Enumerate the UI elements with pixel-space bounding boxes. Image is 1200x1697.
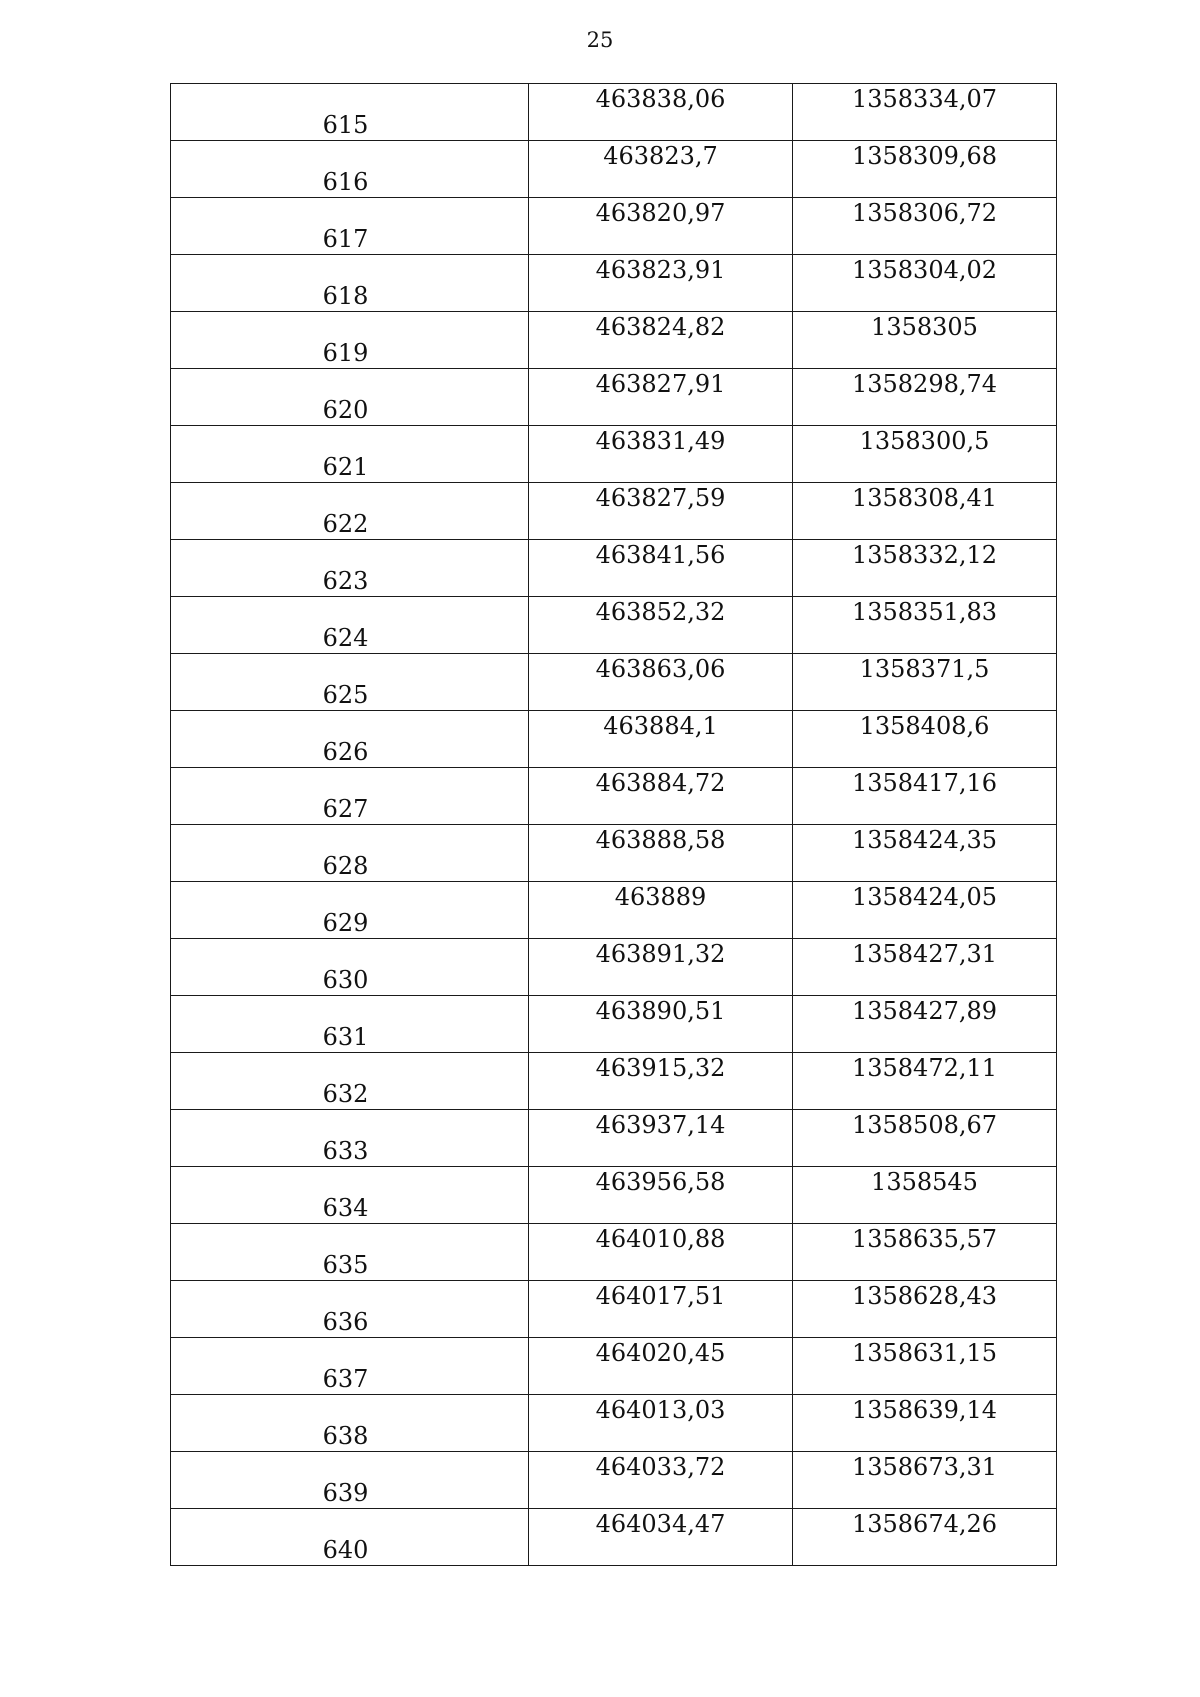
point-number: 627 bbox=[322, 795, 369, 823]
point-number: 639 bbox=[322, 1479, 369, 1507]
y-coordinate-cell bbox=[793, 426, 1057, 483]
point-number-cell bbox=[171, 939, 529, 996]
x-coordinate: 463863,06 bbox=[595, 655, 726, 683]
table-row bbox=[171, 1281, 1057, 1338]
point-number-cell bbox=[171, 84, 529, 141]
y-coordinate-cell bbox=[793, 1053, 1057, 1110]
y-coordinate: 1358308,41 bbox=[851, 484, 998, 512]
point-number: 616 bbox=[322, 168, 369, 196]
coordinates-table bbox=[170, 83, 1057, 1566]
y-coordinate: 1358309,68 bbox=[851, 142, 998, 170]
point-number-cell bbox=[171, 597, 529, 654]
point-number-cell bbox=[171, 1053, 529, 1110]
point-number-cell bbox=[171, 711, 529, 768]
x-coordinate-cell bbox=[529, 939, 793, 996]
table-row bbox=[171, 1452, 1057, 1509]
point-number: 632 bbox=[322, 1080, 369, 1108]
x-coordinate-cell bbox=[529, 426, 793, 483]
y-coordinate: 1358635,57 bbox=[851, 1225, 998, 1253]
table-row bbox=[171, 768, 1057, 825]
point-number: 619 bbox=[322, 339, 369, 367]
x-coordinate-cell bbox=[529, 141, 793, 198]
point-number: 620 bbox=[322, 396, 369, 424]
table-row bbox=[171, 1053, 1057, 1110]
y-coordinate-cell bbox=[793, 882, 1057, 939]
x-coordinate-cell bbox=[529, 597, 793, 654]
table-row bbox=[171, 84, 1057, 141]
x-coordinate: 463890,51 bbox=[595, 997, 726, 1025]
point-number: 635 bbox=[322, 1251, 369, 1279]
y-coordinate: 1358631,15 bbox=[851, 1339, 998, 1367]
y-coordinate: 1358628,43 bbox=[851, 1282, 998, 1310]
table-row bbox=[171, 882, 1057, 939]
table-row bbox=[171, 597, 1057, 654]
point-number: 640 bbox=[322, 1536, 369, 1564]
point-number: 634 bbox=[322, 1194, 369, 1222]
x-coordinate-cell bbox=[529, 1509, 793, 1566]
point-number-cell bbox=[171, 1452, 529, 1509]
x-coordinate: 463823,91 bbox=[595, 256, 726, 284]
x-coordinate: 464034,47 bbox=[595, 1510, 726, 1538]
y-coordinate: 1358334,07 bbox=[851, 85, 998, 113]
table-row bbox=[171, 825, 1057, 882]
x-coordinate: 463827,91 bbox=[595, 370, 726, 398]
y-coordinate-cell bbox=[793, 939, 1057, 996]
y-coordinate: 1358508,67 bbox=[851, 1111, 998, 1139]
x-coordinate-cell bbox=[529, 198, 793, 255]
point-number: 633 bbox=[322, 1137, 369, 1165]
x-coordinate: 464010,88 bbox=[595, 1225, 726, 1253]
x-coordinate: 463888,58 bbox=[595, 826, 726, 854]
y-coordinate: 1358673,31 bbox=[851, 1453, 998, 1481]
table-row bbox=[171, 312, 1057, 369]
x-coordinate-cell bbox=[529, 882, 793, 939]
y-coordinate: 1358305 bbox=[871, 313, 978, 341]
x-coordinate: 463915,32 bbox=[595, 1054, 726, 1082]
y-coordinate-cell bbox=[793, 1509, 1057, 1566]
x-coordinate: 463891,32 bbox=[595, 940, 726, 968]
x-coordinate-cell bbox=[529, 996, 793, 1053]
y-coordinate: 1358371,5 bbox=[859, 655, 990, 683]
y-coordinate: 1358351,83 bbox=[851, 598, 998, 626]
point-number: 621 bbox=[322, 453, 369, 481]
table-row bbox=[171, 1224, 1057, 1281]
y-coordinate: 1358300,5 bbox=[859, 427, 990, 455]
point-number-cell bbox=[171, 426, 529, 483]
y-coordinate: 1358306,72 bbox=[851, 199, 998, 227]
x-coordinate: 463827,59 bbox=[595, 484, 726, 512]
table-row bbox=[171, 996, 1057, 1053]
x-coordinate: 463823,7 bbox=[603, 142, 718, 170]
x-coordinate-cell bbox=[529, 711, 793, 768]
point-number: 638 bbox=[322, 1422, 369, 1450]
x-coordinate: 463956,58 bbox=[595, 1168, 726, 1196]
y-coordinate-cell bbox=[793, 255, 1057, 312]
y-coordinate-cell bbox=[793, 540, 1057, 597]
x-coordinate-cell bbox=[529, 1167, 793, 1224]
point-number: 624 bbox=[322, 624, 369, 652]
table-row bbox=[171, 1167, 1057, 1224]
point-number: 625 bbox=[322, 681, 369, 709]
y-coordinate-cell bbox=[793, 1224, 1057, 1281]
x-coordinate: 463824,82 bbox=[595, 313, 726, 341]
table-row bbox=[171, 1110, 1057, 1167]
point-number-cell bbox=[171, 996, 529, 1053]
point-number-cell bbox=[171, 540, 529, 597]
x-coordinate: 463838,06 bbox=[595, 85, 726, 113]
y-coordinate: 1358298,74 bbox=[851, 370, 998, 398]
coordinates-table-body bbox=[171, 84, 1057, 1566]
point-number: 637 bbox=[322, 1365, 369, 1393]
table-row bbox=[171, 939, 1057, 996]
y-coordinate-cell bbox=[793, 1452, 1057, 1509]
x-coordinate: 463937,14 bbox=[595, 1111, 726, 1139]
table-row bbox=[171, 1395, 1057, 1452]
y-coordinate: 1358408,6 bbox=[859, 712, 990, 740]
x-coordinate-cell bbox=[529, 1110, 793, 1167]
table-row bbox=[171, 1509, 1057, 1566]
point-number-cell bbox=[171, 654, 529, 711]
page-number: 25 bbox=[586, 28, 614, 52]
x-coordinate: 463852,32 bbox=[595, 598, 726, 626]
x-coordinate-cell bbox=[529, 1281, 793, 1338]
x-coordinate: 463831,49 bbox=[595, 427, 726, 455]
x-coordinate-cell bbox=[529, 84, 793, 141]
point-number-cell bbox=[171, 768, 529, 825]
x-coordinate-cell bbox=[529, 540, 793, 597]
point-number-cell bbox=[171, 369, 529, 426]
y-coordinate: 1358639,14 bbox=[851, 1396, 998, 1424]
point-number-cell bbox=[171, 1281, 529, 1338]
point-number: 630 bbox=[322, 966, 369, 994]
x-coordinate-cell bbox=[529, 654, 793, 711]
point-number-cell bbox=[171, 1167, 529, 1224]
y-coordinate: 1358545 bbox=[871, 1168, 978, 1196]
y-coordinate-cell bbox=[793, 1281, 1057, 1338]
point-number: 618 bbox=[322, 282, 369, 310]
y-coordinate: 1358424,05 bbox=[851, 883, 998, 911]
table-row bbox=[171, 711, 1057, 768]
table-row bbox=[171, 141, 1057, 198]
point-number: 623 bbox=[322, 567, 369, 595]
point-number: 629 bbox=[322, 909, 369, 937]
y-coordinate: 1358424,35 bbox=[851, 826, 998, 854]
table-row bbox=[171, 540, 1057, 597]
table-row bbox=[171, 483, 1057, 540]
x-coordinate-cell bbox=[529, 1395, 793, 1452]
x-coordinate: 463884,72 bbox=[595, 769, 726, 797]
table-row bbox=[171, 369, 1057, 426]
y-coordinate: 1358332,12 bbox=[851, 541, 998, 569]
point-number-cell bbox=[171, 141, 529, 198]
point-number-cell bbox=[171, 312, 529, 369]
point-number-cell bbox=[171, 825, 529, 882]
table-row bbox=[171, 654, 1057, 711]
y-coordinate: 1358417,16 bbox=[851, 769, 998, 797]
point-number-cell bbox=[171, 1338, 529, 1395]
y-coordinate: 1358427,31 bbox=[851, 940, 998, 968]
x-coordinate-cell bbox=[529, 1338, 793, 1395]
y-coordinate-cell bbox=[793, 597, 1057, 654]
y-coordinate-cell bbox=[793, 141, 1057, 198]
y-coordinate: 1358304,02 bbox=[851, 256, 998, 284]
y-coordinate-cell bbox=[793, 768, 1057, 825]
y-coordinate-cell bbox=[793, 1395, 1057, 1452]
x-coordinate: 463820,97 bbox=[595, 199, 726, 227]
point-number: 631 bbox=[322, 1023, 369, 1051]
x-coordinate-cell bbox=[529, 483, 793, 540]
x-coordinate-cell bbox=[529, 369, 793, 426]
point-number: 622 bbox=[322, 510, 369, 538]
point-number-cell bbox=[171, 255, 529, 312]
y-coordinate-cell bbox=[793, 654, 1057, 711]
y-coordinate: 1358472,11 bbox=[851, 1054, 998, 1082]
y-coordinate-cell bbox=[793, 198, 1057, 255]
y-coordinate-cell bbox=[793, 996, 1057, 1053]
y-coordinate-cell bbox=[793, 1338, 1057, 1395]
x-coordinate: 463884,1 bbox=[603, 712, 718, 740]
point-number: 615 bbox=[322, 111, 369, 139]
y-coordinate-cell bbox=[793, 369, 1057, 426]
point-number-cell bbox=[171, 1224, 529, 1281]
y-coordinate-cell bbox=[793, 84, 1057, 141]
table-row bbox=[171, 255, 1057, 312]
table-row bbox=[171, 426, 1057, 483]
point-number-cell bbox=[171, 198, 529, 255]
x-coordinate: 463889 bbox=[614, 883, 707, 911]
x-coordinate: 464017,51 bbox=[595, 1282, 726, 1310]
point-number-cell bbox=[171, 483, 529, 540]
x-coordinate: 464020,45 bbox=[595, 1339, 726, 1367]
y-coordinate-cell bbox=[793, 711, 1057, 768]
x-coordinate: 464013,03 bbox=[595, 1396, 726, 1424]
y-coordinate: 1358674,26 bbox=[851, 1510, 998, 1538]
point-number-cell bbox=[171, 1395, 529, 1452]
y-coordinate-cell bbox=[793, 1110, 1057, 1167]
point-number: 636 bbox=[322, 1308, 369, 1336]
x-coordinate-cell bbox=[529, 1224, 793, 1281]
x-coordinate-cell bbox=[529, 1053, 793, 1110]
point-number: 626 bbox=[322, 738, 369, 766]
x-coordinate: 464033,72 bbox=[595, 1453, 726, 1481]
point-number-cell bbox=[171, 882, 529, 939]
x-coordinate-cell bbox=[529, 255, 793, 312]
point-number-cell bbox=[171, 1110, 529, 1167]
y-coordinate-cell bbox=[793, 483, 1057, 540]
point-number-cell bbox=[171, 1509, 529, 1566]
table-row bbox=[171, 1338, 1057, 1395]
x-coordinate-cell bbox=[529, 825, 793, 882]
x-coordinate: 463841,56 bbox=[595, 541, 726, 569]
y-coordinate-cell bbox=[793, 1167, 1057, 1224]
y-coordinate: 1358427,89 bbox=[851, 997, 998, 1025]
point-number: 628 bbox=[322, 852, 369, 880]
x-coordinate-cell bbox=[529, 1452, 793, 1509]
y-coordinate-cell bbox=[793, 825, 1057, 882]
y-coordinate-cell bbox=[793, 312, 1057, 369]
x-coordinate-cell bbox=[529, 312, 793, 369]
point-number: 617 bbox=[322, 225, 369, 253]
table-row bbox=[171, 198, 1057, 255]
x-coordinate-cell bbox=[529, 768, 793, 825]
